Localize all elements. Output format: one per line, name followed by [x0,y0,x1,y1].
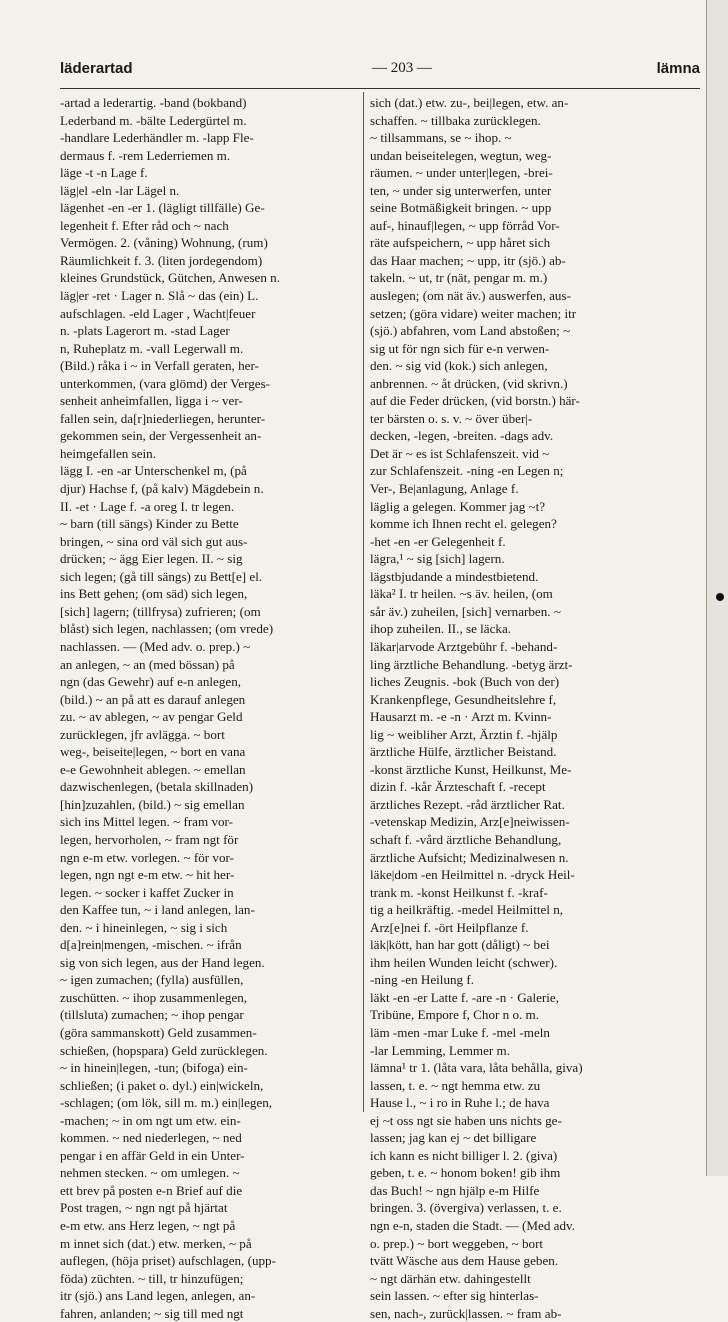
text-line: d[a]rein|mengen, -mischen. ~ ifrån [60,937,242,953]
text-line: bringen. 3. (övergiva) verlassen, t. e. [370,1200,562,1216]
text-line: e-m etw. ans Herz legen, ~ ngt på [60,1218,236,1233]
text-line: -ning -en Heilung f. [370,972,474,988]
text-line: lägenhet -en -er 1. (lägligt tillfälle) Ge- [60,200,265,216]
text-line: heimgefallen sein. [60,445,156,461]
column-divider [363,92,364,1112]
text-line: sein lassen. ~ efter sig hinterlas- [370,1288,539,1304]
text-line: (Bild.) råka i ~ in Verfall geraten, her- [60,358,259,374]
text-line: auslegen; (om nät äv.) auswerfen, aus- [370,288,571,304]
text-line: ich kann es nicht billiger l. 2. (giva) [370,1147,558,1163]
text-line: sen, nach-, zurück|lassen. ~ fram ab- [370,1305,562,1321]
text-line: Post tragen, ~ ngn ngt på hjärtat [60,1200,228,1216]
text-line: räte aufspeichern, ~ upp håret sich [370,235,551,251]
text-line: ~ igen zumachen; (fylla) ausfüllen, [60,972,244,988]
text-line: Lederband m. -bälte Ledergürtel m. [60,112,247,128]
text-line: weg-, beiseite|legen, ~ bort en vana [60,744,246,760]
text-line: tig a heilkräftig. -medel Heilmittel n, [370,902,564,918]
text-line: läkar|arvode Arztgebühr f. -behand- [370,638,558,654]
header-last-entry: lämna [656,60,700,77]
text-line: Hausarzt m. -e -n · Arzt m. Kvinn- [370,709,552,725]
text-line: läkt -en -er Latte f. -are -n · Galerie, [370,989,560,1005]
text-line: lassen, t. e. ~ ngt hemma etw. zu [370,1077,541,1093]
text-line: (bild.) ~ an på att es darauf anlegen [60,691,246,707]
text-line: Tribüne, Empore f, Chor n o. m. [370,1007,539,1023]
text-line: drücken; ~ ägg Eier legen. II. ~ sig [60,551,243,567]
text-line: zurücklegen, jfr avlägga. ~ bort [60,726,225,742]
text-line: m innet sich (dat.) etw. merken, ~ på [60,1235,252,1251]
text-line: (göra sammanskott) Geld zusammen- [60,1024,257,1040]
text-line: komme ich Ihnen recht el. gelegen? [370,516,557,532]
text-line: das Buch! ~ ngn hjälp e-m Hilfe [370,1182,540,1198]
text-line: -schlagen; (om lök, sill m. m.) ein|legen, [60,1095,273,1111]
text-line: (tillsluta) zumachen; ~ ihop pengar [60,1007,244,1023]
text-line: unterkommen, (vara glömd) der Verges- [60,375,271,391]
text-line: fallen sein, da[r]niederliegen, herunter- [60,410,266,426]
text-line: II. -et · Lage f. -a oreg I. tr legen. [60,498,235,514]
text-line: liches Zeugnis. -bok (Buch von der) [370,674,560,690]
text-line: ling ärztliche Behandlung. -betyg ärzt- [370,656,573,672]
text-line: Hause l., ~ i ro in Ruhe l.; de hava [370,1095,550,1111]
text-line: e-e Gewohnheit ablegen. ~ emellan [60,761,246,777]
text-line: läglig a gelegen. Kommer jag ~t? [370,498,546,514]
text-line: Vermögen. 2. (våning) Wohnung, (rum) [60,235,268,251]
text-line: ins Bett gehen; (om säd) sich legen, [60,586,248,602]
text-line: Arz[e]nei f. -ört Heilpflanze f. [370,919,529,935]
text-line: ärztliche Aufsicht; Medizinalwesen n. [370,849,569,865]
text-line: kommen. ~ ned niederlegen, ~ ned [60,1130,242,1146]
text-line: föda) züchten. ~ till, tr hinzufügen; [60,1270,244,1286]
text-line: Krankenpflege, Gesundheitslehre f, [370,691,557,707]
text-line: dizin f. -kår Ärzteschaft f. -recept [370,779,546,795]
text-line: läk|kött, han har gott (dåligt) ~ bei [370,937,550,953]
text-line: dermaus f. -rem Lederriemen m. [60,147,231,163]
text-line: lig ~ weibliher Arzt, Ärztin f. -hjälp [370,726,558,742]
text-line: bringen, ~ sina ord väl sich gut aus- [60,533,248,549]
text-line: ej ~t oss ngt sie haben uns nichts ge- [370,1112,562,1128]
text-line: nehmen stecken. ~ om umlegen. ~ [60,1165,240,1181]
text-line: aufschlagen. -eld Lager , Wacht|feuer [60,305,256,321]
text-line: dazwischenlegen, (betala skillnaden) [60,779,254,795]
text-line: ~ ngt därhän etw. dahingestellt [370,1270,531,1286]
text-line: sich (dat.) etw. zu-, bei|legen, etw. an- [370,95,569,110]
text-line: den. ~ i hineinlegen, ~ sig i sich [60,919,228,935]
text-line: sig von sich legen, aus der Hand legen. [60,954,265,970]
text-line: läg|el -eln -lar Lägel n. [60,182,180,198]
text-line: lägra,¹ ~ sig [sich] lagern. [370,551,505,567]
text-line: lassen; jag kan ej ~ det billigare [370,1130,537,1146]
text-line: decken, -legen, -breiten. -dags adv. [370,428,554,444]
text-line: legenheit f. Efter råd och ~ nach [60,217,229,233]
text-line: ärztliches Rezept. -råd ärztlicher Rat. [370,796,565,812]
text-line: ngn (das Gewehr) auf e-n anlegen, [60,674,242,690]
text-line: [hin]zuzahlen, (bild.) ~ sig emellan [60,796,245,812]
text-line: -handlare Lederhändler m. -lapp Fle- [60,130,254,146]
text-line: -vetenskap Medizin, Arz[e]neiwissen- [370,814,570,830]
text-line: ett brev på posten e-n Brief auf die [60,1182,243,1198]
text-line: nachlassen. — (Med adv. o. prep.) ~ [60,638,251,654]
text-line: legen, hervorholen, ~ fram ngt för [60,831,239,847]
text-line: -artad a lederartig. -band (bokband) [60,95,247,110]
text-line: ten, ~ under sig unterwerfen, unter [370,182,552,198]
right-column [370,94,702,1322]
text-line: ngn e-m etw. vorlegen. ~ för vor- [60,849,234,865]
text-line: legen, ngn ngt e-m etw. ~ hit her- [60,867,235,883]
text-line: lägstbjudande a mindestbietend. [370,568,539,584]
text-line: geben, t. e. ~ honom boken! gib ihm [370,1165,561,1181]
text-line: ~ barn (till sängs) Kinder zu Bette [60,516,239,532]
text-line: den Kaffee tun, ~ i land anlegen, lan- [60,902,255,918]
text-line: legen. ~ socker i kaffet Zucker in [60,884,234,900]
text-line: läm -men -mar Luke f. -mel -meln [370,1024,550,1040]
text-line: auf-, hinauf|legen, ~ upp förråd Vor- [370,217,560,233]
text-line: Räumlichkeit f. 3. (liten jordegendom) [60,252,263,268]
text-line: takeln. ~ ut, tr (nät, pengar m. m.) [370,270,548,286]
text-line: seine Botmäßigkeit bringen. ~ upp [370,200,552,216]
text-line: -machen; ~ in om ngt um etw. ein- [60,1112,241,1128]
bullet-mark [716,593,724,601]
text-line: itr (sjö.) ans Land legen, anlegen, an- [60,1288,256,1304]
text-line: läg|er -ret · Lager n. Slå ~ das (ein) L. [60,288,259,304]
text-line: n. -plats Lagerort m. -stad Lager [60,323,230,339]
text-line: blåst) sich legen, nachlassen; (om vrede) [60,621,274,637]
text-line: läka² I. tr heilen. ~s äv. heilen, (om [370,586,553,602]
text-line: ter bärsten o. s. v. ~ över über|- [370,410,533,426]
text-line: sig ut för ngn sich für e-n verwen- [370,340,550,356]
text-line: setzen; (göra vidare) weiter machen; itr [370,305,577,321]
text-line: djur) Hachse f, (på kalv) Mägdebein n. [60,481,264,497]
text-line: sår äv.) zuheilen, [sich] vernarben. ~ [370,603,561,619]
text-line: schließen; (i paket o. dyl.) ein|wickeln, [60,1077,264,1093]
text-line: schaffen. ~ tillbaka zurücklegen. [370,112,541,128]
text-line: läge -t -n Lage f. [60,165,148,181]
text-line: -lar Lemming, Lemmer m. [370,1042,510,1058]
text-line: ärztliche Hülfe, ärztlicher Beistand. [370,744,557,760]
text-line: gekommen sein, der Vergessenheit an- [60,428,262,444]
text-line: tvätt Wäsche aus dem Hause geben. [370,1253,559,1269]
text-line: läke|dom -en Heilmittel n. -dryck Heil- [370,867,575,883]
text-line: zu. ~ av ablegen, ~ av pengar Geld [60,709,243,725]
text-line: Det är ~ es ist Schlafenszeit. vid ~ [370,445,550,461]
left-column [60,94,356,1322]
text-line: -konst ärztliche Kunst, Heilkunst, Me- [370,761,572,777]
text-line: undan beiseitelegen, wegtun, weg- [370,147,552,163]
text-line: -het -en -er Gelegenheit f. [370,533,506,549]
header-rule [60,88,700,89]
text-line: ihm heilen Wunden leicht (schwer). [370,954,558,970]
text-line: räumen. ~ under unter|legen, -brei- [370,165,553,181]
text-line: zuschütten. ~ ihop zusammenlegen, [60,989,248,1005]
text-line: lägg I. -en -ar Unterschenkel m, (på [60,463,247,479]
text-line: kleines Grundstück, Gütchen, Anwesen n. [60,270,281,286]
text-line: pengar i en affär Geld in ein Unter- [60,1147,245,1163]
text-line: fahren, anlanden; ~ sig till med ngt [60,1305,244,1321]
text-line: trank m. -konst Heilkunst f. -kraf- [370,884,548,900]
text-line: schießen, (hopspara) Geld zurücklegen. [60,1042,268,1058]
text-line: schaft f. -vård ärztliche Behandlung, [370,831,562,847]
text-line: sich ins Mittel legen. ~ fram vor- [60,814,233,830]
text-line: den. ~ sig vid (kok.) sich anlegen, [370,358,548,374]
page-number: — 203 — [372,60,432,76]
text-line: n, Ruheplatz m. -vall Legerwall m. [60,340,244,356]
text-line: zur Schlafenszeit. -ning -en Legen n; [370,463,564,479]
text-line: auf die Feder drücken, (vid borstn.) här- [370,393,580,409]
text-line: sich legen; (gå till sängs) zu Bett[e] el. [60,568,263,584]
text-line: o. prep.) ~ bort weggeben, ~ bort [370,1235,544,1251]
text-line: (sjö.) abfahren, vom Land abstoßen; ~ [370,323,571,339]
text-line: lämna¹ tr 1. (låta vara, låta behålla, giva) [370,1060,583,1076]
running-header [60,60,700,82]
text-line: an anlegen, ~ an (med bössan) på [60,656,235,672]
header-first-entry: läderartad [60,60,133,77]
text-line: [sich] lagern; (tillfrysa) zufrieren; (om [60,603,261,619]
page-edge-strip [706,0,728,1176]
text-line: Ver-, Be|anlagung, Anlage f. [370,481,519,497]
text-line: ihop zuheilen. II., se läcka. [370,621,512,637]
text-line: anbrennen. ~ åt drücken, (vid skrivn.) [370,375,568,391]
text-line: senheit anheimfallen, ligga i ~ ver- [60,393,243,409]
text-line: ngn e-n, staden die Stadt. — (Med adv. [370,1218,575,1233]
text-line: ~ tillsammans, se ~ ihop. ~ [370,130,512,146]
text-line: auflegen, (höja priset) aufschlagen, (upp- [60,1253,276,1269]
text-line: das Haar machen; ~ upp, itr (sjö.) ab- [370,252,566,268]
text-line: ~ in hinein|legen, -tun; (bifoga) ein- [60,1060,248,1076]
